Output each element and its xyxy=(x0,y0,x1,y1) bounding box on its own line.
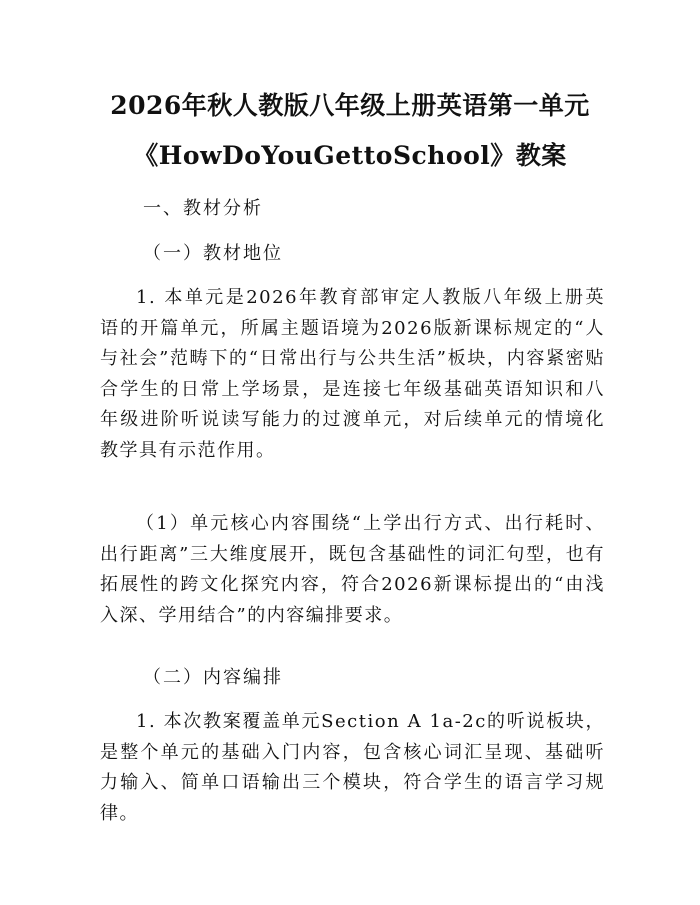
subsection-heading-content-arrangement: （二）内容编排 xyxy=(143,667,283,688)
document-title-line-1: 2026年秋人教版八年级上册英语第一单元 xyxy=(110,91,590,120)
paragraph-unit-overview: 1. 本单元是2026年教育部审定人教版八年级上册英语的开篇单元，所属主题语境为2026版新课标规定的“人与社会”范畴下的“日常出行与公共生活”板块，内容紧密贴合学生的日常上学场景，是连接七年级基础英语知识和八年级进阶听说读写能力的过渡单元，对后续单元的情境化教学具有示范作用。 xyxy=(100,287,605,461)
subsection-heading-textbook-position: （一）教材地位 xyxy=(143,243,283,264)
document-title-line-2: 《HowDoYouGettoSchool》教案 xyxy=(133,141,567,170)
paragraph-core-content: （1）单元核心内容围绕“上学出行方式、出行耗时、出行距离”三大维度展开，既包含基础性的词汇句型，也有拓展性的跨文化探究内容，符合2026新课标提出的“由浅入深、学用结合”的内容编排要求。 xyxy=(100,513,605,626)
paragraph-lesson-coverage: 1. 本次教案覆盖单元Section A 1a-2c的听说板块，是整个单元的基础入门内容，包含核心词汇呈现、基础听力输入、简单口语输出三个模块，符合学生的语言学习规律。 xyxy=(100,711,605,824)
section-heading-textbook-analysis: 一、教材分析 xyxy=(143,198,263,219)
